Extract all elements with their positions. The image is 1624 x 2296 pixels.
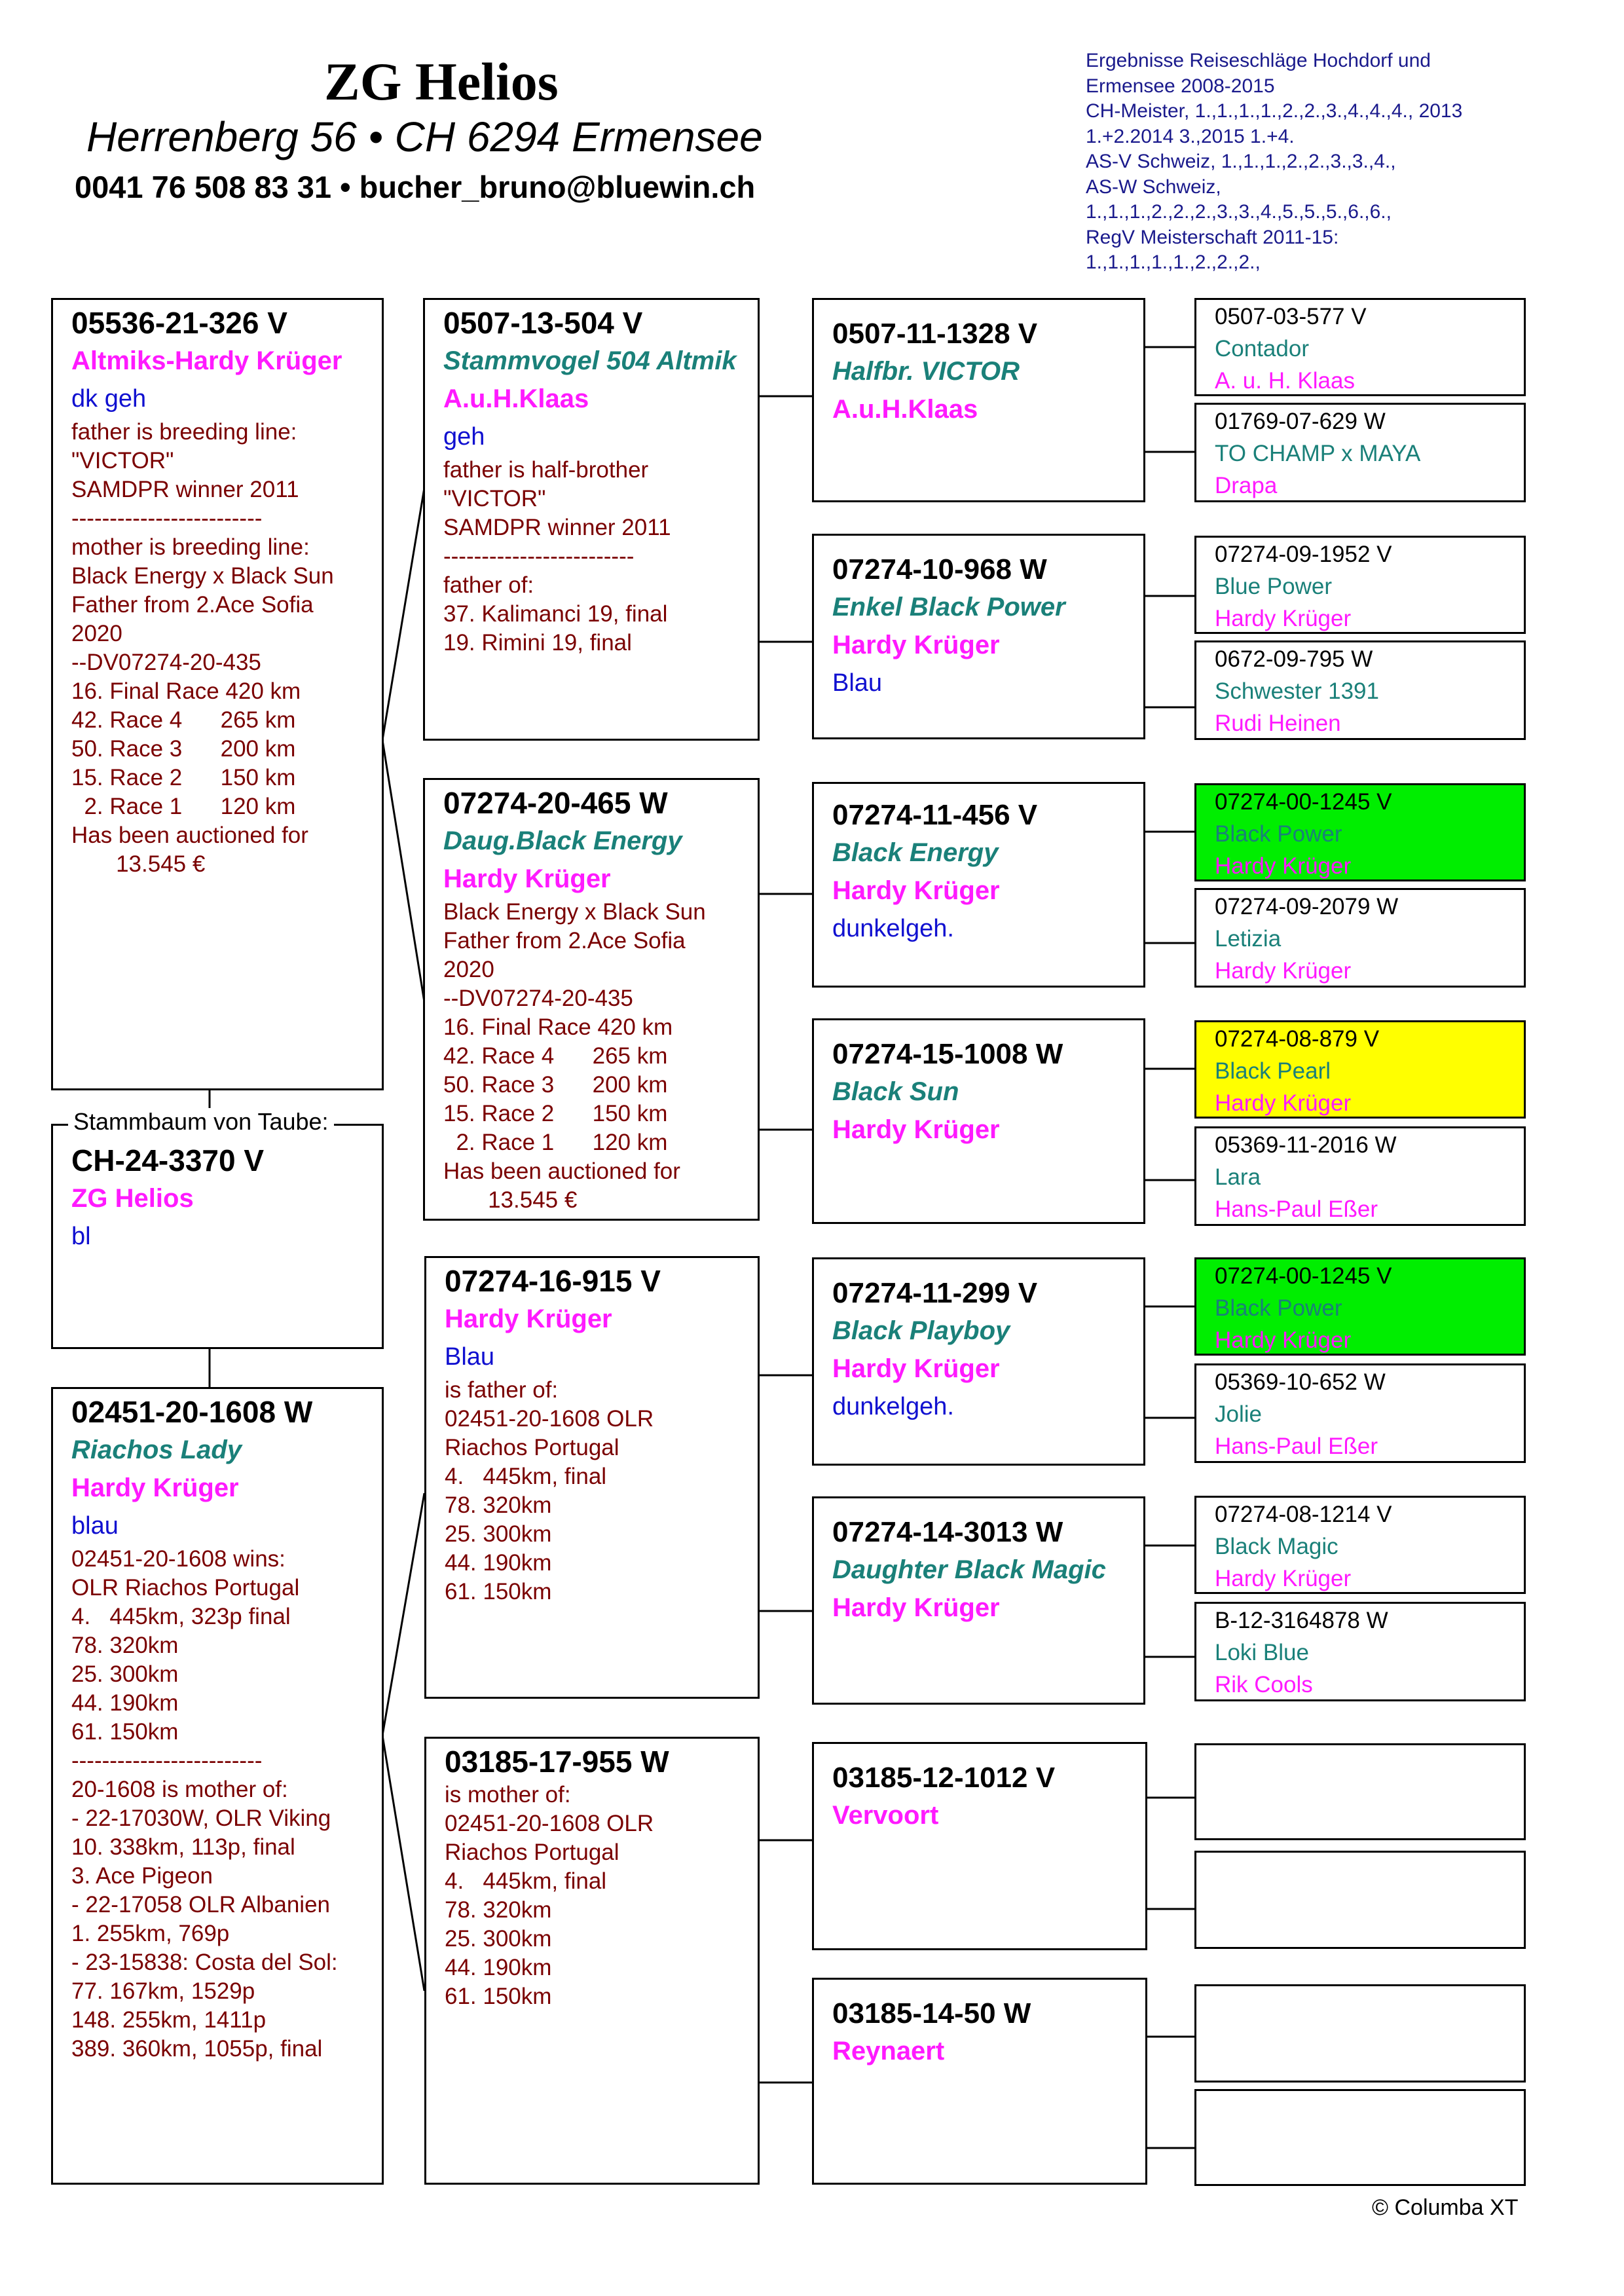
gen2-color: geh [443,423,485,451]
gen4-ring: 0672-09-795 W [1215,646,1373,672]
gen4-breeder: Hardy Krüger [1215,958,1352,984]
pedigree-gen2-fm[interactable] [423,778,760,1221]
subject-ring: CH-24-3370 V [71,1143,265,1177]
gen4-ring: B-12-3164878 W [1215,1608,1388,1633]
gen2-remarks: Black Energy x Black Sun Father from 2.Ace Sofia 2020 --DV07274-20-435 16. Final Race 420 km 42. Race 4 265 km 50. Race 3 200 km 15. Race 2 150 km 2. Race 1 120 km Has been auctioned for 13.545 € [443,899,706,1213]
gen2-remarks: is mother of: 02451-20-1608 OLR Riachos Portugal 4. 445km, final 78. 320km 25. 300km 44. 190km 61. 150km [445,1782,654,2009]
gen4-name: Black Pearl [1215,1058,1331,1084]
pedigree-gen4-9[interactable] [1194,1257,1526,1356]
gen3-name: Black Sun [832,1077,959,1106]
gen4-breeder: Hardy Krüger [1215,606,1352,631]
gen4-ring: 05369-11-2016 W [1215,1132,1397,1158]
pedigree-gen4-5[interactable] [1194,783,1526,881]
gen3-breeder: A.u.H.Klaas [832,395,978,424]
pedigree-gen4-11[interactable] [1194,1496,1526,1594]
pedigree-subject[interactable] [51,1124,384,1349]
pedigree-gen3-3[interactable] [812,782,1145,988]
gen4-breeder: Rudi Heinen [1215,711,1341,736]
pedigree-gen4-2[interactable] [1194,403,1526,502]
pedigree-gen4-4[interactable] [1194,640,1526,740]
gen4-name: Jolie [1215,1401,1262,1427]
pedigree-father[interactable] [51,298,384,1090]
gen2-ring: 07274-20-465 W [443,786,668,820]
race-results: Ergebnisse Reiseschläge Hochdorf und Ermensee 2008-2015 CH-Meister, 1.,1.,1.,1.,2.,2.,3.,4.,4.,4., 2013 1.+2.2014 3.,2015 1.+4. AS-V Schweiz, 1.,1.,1.,2.,2.,3.,3.,4., AS-W Schweiz, 1.,1.,1.,2.,2.,2.,3.,3.,4.,5.,5.,5.,6.,6., RegV Meisterschaft 2011-15: 1.,1.,1.,1.,1.,2.,2.,2., [1086,50,1463,273]
pedigree-gen3-8[interactable] [812,1978,1147,2185]
gen3-name: Halfbr. VICTOR [832,357,1020,386]
gen2-remarks: is father of: 02451-20-1608 OLR Riachos Portugal 4. 445km, final 78. 320km 25. 300km 44. 190km 61. 150km [445,1377,654,1604]
mother-ring: 02451-20-1608 W [71,1395,313,1429]
gen3-ring: 07274-15-1008 W [832,1038,1063,1070]
pedigree-gen2-ff[interactable] [423,298,760,741]
gen4-ring: 05369-10-652 W [1215,1369,1386,1395]
gen4-name: Lara [1215,1164,1261,1190]
gen4-ring: 01769-07-629 W [1215,409,1386,434]
pedigree-gen4-16[interactable] [1194,2089,1526,2186]
gen3-ring: 07274-10-968 W [832,553,1047,585]
pedigree-gen2-mf[interactable] [424,1256,760,1699]
gen3-color: dunkelgeh. [832,1393,954,1420]
gen4-breeder: Hans-Paul Eßer [1215,1196,1378,1222]
pedigree-gen4-3[interactable] [1194,536,1526,634]
pedigree-gen3-5[interactable] [812,1257,1145,1466]
gen4-breeder: Hardy Krüger [1215,1566,1352,1591]
gen4-name: Loki Blue [1215,1640,1309,1665]
pedigree-mother[interactable] [51,1387,384,2185]
gen2-ring: 07274-16-915 V [445,1264,661,1298]
pedigree-gen4-12[interactable] [1194,1602,1526,1701]
mother-color: blau [71,1512,119,1540]
gen2-breeder: A.u.H.Klaas [443,384,589,413]
gen3-ring: 03185-12-1012 V [832,1762,1056,1794]
subject-color: bl [71,1223,91,1250]
gen3-breeder: Hardy Krüger [832,1593,1000,1622]
gen4-breeder: Hans-Paul Eßer [1215,1434,1378,1459]
gen2-name: Stammvogel 504 Altmik [443,346,737,375]
gen4-name: Contador [1215,336,1309,361]
gen2-ring: 03185-17-955 W [445,1745,669,1779]
gen4-ring: 07274-08-879 V [1215,1026,1380,1052]
gen4-name: Black Magic [1215,1534,1338,1559]
pedigree-gen3-2[interactable] [812,534,1145,739]
gen2-breeder: Hardy Krüger [445,1305,612,1333]
mother-remarks: 02451-20-1608 wins: OLR Riachos Portugal 4. 445km, 323p final 78. 320km 25. 300km 44. 190km 61. 150km ------------------------- 20-1608 is mother of: - 22-17030W, OLR Viking 10. 338km, 113p, final 3. Ace Pigeon - 22-17058 OLR Albanien 1. 255km, 769p - 23-15838: Costa del Sol: 77. 167km, 1529p 148. 255km, 1411p 389. 360km, 1055p, final [71,1546,338,2062]
gen4-breeder: Drapa [1215,473,1278,498]
gen3-name: Black Playboy [832,1316,1010,1345]
father-remarks: father is breeding line: "VICTOR" SAMDPR winner 2011 ------------------------- mother is breeding line: Black Energy x Black Sun Father from 2.Ace Sofia 2020 --DV07274-20-435 16. Final Race 420 km 42. Race 4 265 km 50. Race 3 200 km 15. Race 2 150 km 2. Race 1 120 km Has been auctioned for 13.545 € [71,419,334,877]
gen4-ring: 07274-09-2079 W [1215,894,1399,919]
gen4-name: TO CHAMP x MAYA [1215,441,1421,466]
gen2-color: Blau [445,1343,495,1371]
breeder-title: ZG Helios [324,52,559,111]
gen3-name: Black Energy [832,838,999,867]
breeder-contact: 0041 76 508 83 31 • bucher_bruno@bluewin.ch [75,170,756,204]
gen3-name: Daughter Black Magic [832,1555,1106,1584]
pedigree-gen3-6[interactable] [812,1496,1145,1705]
pedigree-gen4-14[interactable] [1194,1851,1526,1949]
gen4-name: Blue Power [1215,574,1332,599]
gen3-breeder: Hardy Krüger [832,876,1000,905]
father-color: dk geh [71,385,147,413]
gen3-breeder: Hardy Krüger [832,1115,1000,1144]
gen3-ring: 07274-11-299 V [832,1277,1038,1309]
pedigree-gen2-mm[interactable] [424,1737,760,2185]
mother-name: Riachos Lady [71,1435,242,1464]
gen4-breeder: Rik Cools [1215,1672,1313,1697]
pedigree-gen4-10[interactable] [1194,1363,1526,1463]
gen4-breeder: Hardy Krüger [1215,1327,1352,1353]
father-ring: 05536-21-326 V [71,306,287,340]
gen3-color: dunkelgeh. [832,915,954,942]
gen4-name: Schwester 1391 [1215,678,1379,704]
gen4-breeder: Hardy Krüger [1215,1090,1352,1116]
gen3-breeder: Hardy Krüger [832,1354,1000,1383]
father-breeder: Altmiks-Hardy Krüger [71,346,342,375]
gen4-name: Black Power [1215,1295,1342,1321]
gen3-breeder: Hardy Krüger [832,631,1000,659]
gen2-breeder: Hardy Krüger [443,864,611,893]
pedigree-gen3-4[interactable] [812,1018,1145,1224]
gen3-breeder: Reynaert [832,2037,945,2065]
gen4-ring: 07274-09-1952 V [1215,542,1392,567]
gen3-ring: 07274-14-3013 W [832,1516,1063,1548]
gen3-ring: 0507-11-1328 V [832,318,1038,350]
gen4-name: Letizia [1215,926,1282,952]
gen3-name: Enkel Black Power [832,593,1065,621]
mother-breeder: Hardy Krüger [71,1473,239,1502]
pedigree-gen4-6[interactable] [1194,888,1526,988]
gen2-name: Daug.Black Energy [443,826,682,855]
gen4-ring: 07274-00-1245 V [1215,1263,1392,1289]
gen4-ring: 07274-08-1214 V [1215,1502,1392,1527]
pedigree-gen4-1[interactable] [1194,298,1526,396]
pedigree-gen4-13[interactable] [1194,1743,1526,1840]
gen4-breeder: Hardy Krüger [1215,853,1352,879]
gen3-breeder: Vervoort [832,1801,939,1830]
gen3-ring: 03185-14-50 W [832,1997,1031,2029]
pedigree-gen4-7[interactable] [1194,1020,1526,1119]
gen4-breeder: A. u. H. Klaas [1215,368,1355,394]
gen2-ring: 0507-13-504 V [443,306,643,340]
pedigree-gen3-1[interactable] [812,298,1145,502]
gen2-remarks: father is half-brother "VICTOR" SAMDPR winner 2011 ------------------------- father of: 37. Kalimanci 19, final 19. Rimini 19, final [443,457,671,656]
breeder-address: Herrenberg 56 • CH 6294 Ermensee [86,113,763,160]
gen4-ring: 07274-00-1245 V [1215,789,1392,815]
gen4-name: Black Power [1215,821,1342,847]
subject-legend: Stammbaum von Taube: [68,1108,334,1136]
gen3-ring: 07274-11-456 V [832,799,1038,831]
subject-breeder: ZG Helios [71,1184,194,1213]
pedigree-gen4-15[interactable] [1194,1984,1526,2083]
copyright-notice: © Columba XT [1372,2195,1519,2220]
pedigree-gen4-8[interactable] [1194,1126,1526,1226]
pedigree-gen3-7[interactable] [812,1742,1147,1950]
gen3-color: Blau [832,669,883,697]
gen4-ring: 0507-03-577 V [1215,304,1367,329]
